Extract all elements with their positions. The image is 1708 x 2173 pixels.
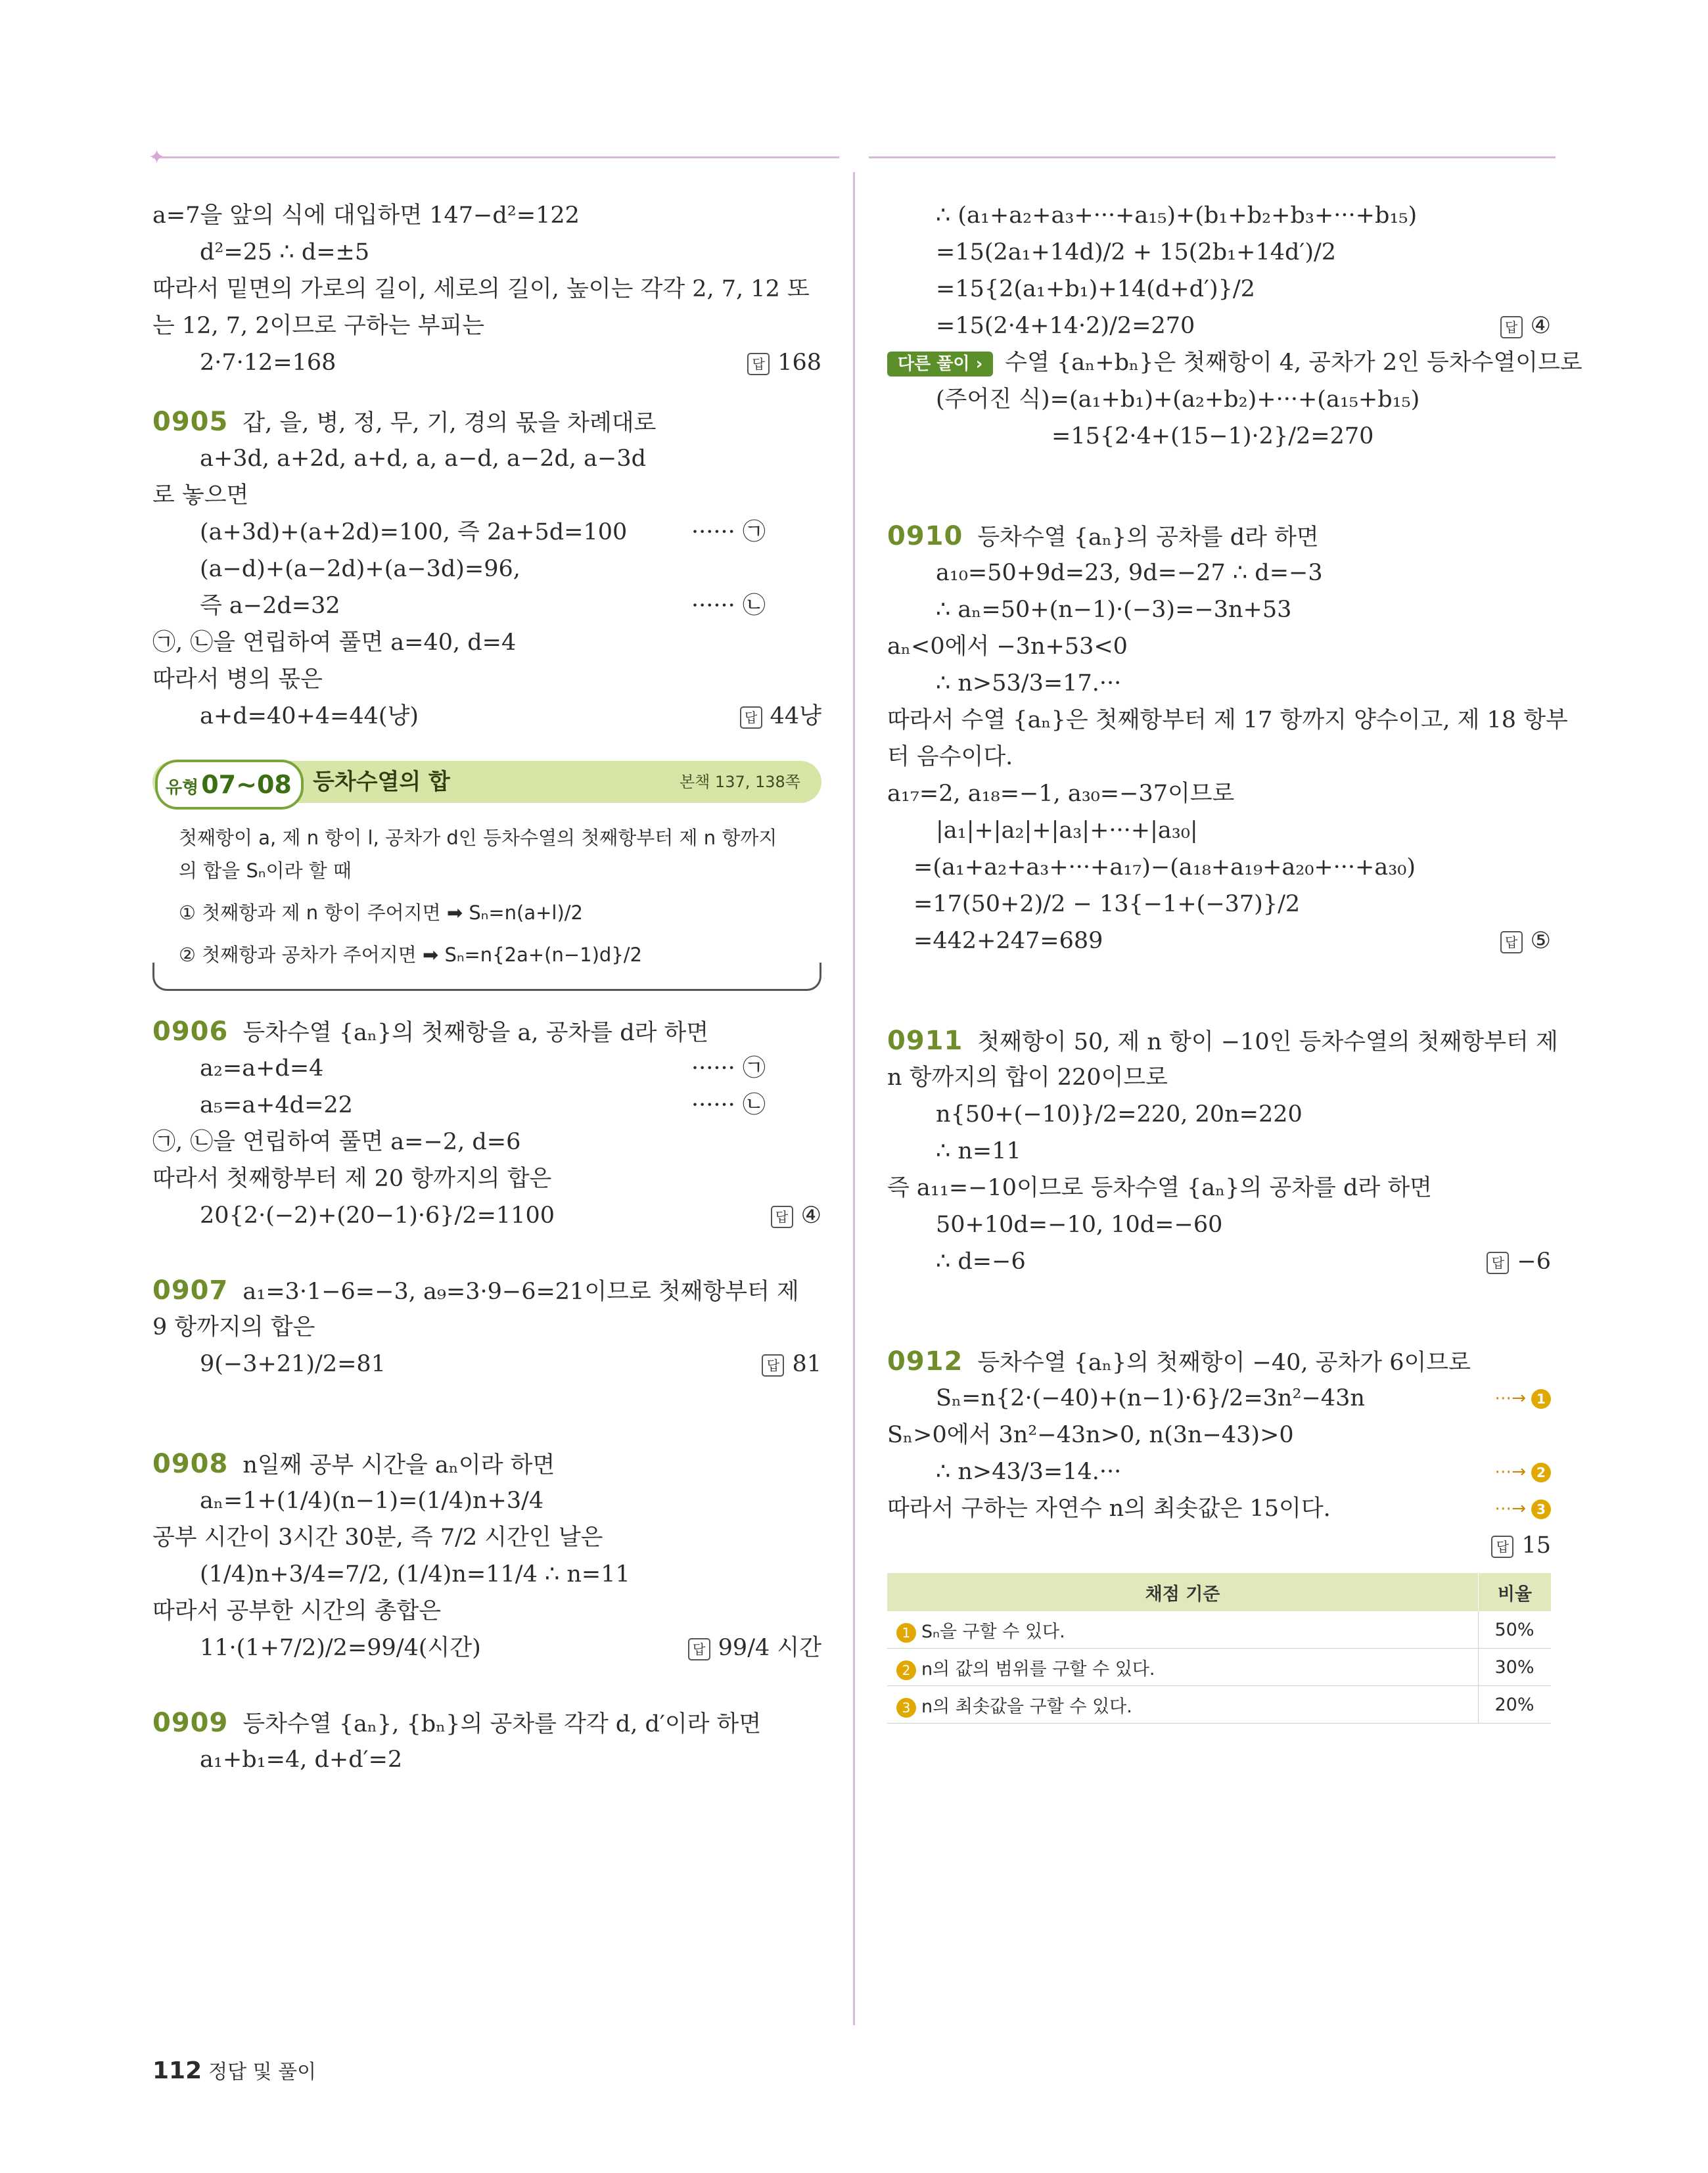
problem-0910: 0910 등차수열 {aₙ}의 공차를 d라 하면	[887, 521, 1319, 551]
summary-box-border	[152, 963, 821, 991]
column-divider	[853, 172, 855, 2025]
scoring-rubric-table	[887, 1573, 1551, 1724]
text-line: a+d=40+4=44(냥) 답 44냥	[152, 698, 821, 735]
text-line: =(a₁+a₂+a₃+···+a₁₇)−(a₁₈+a₁₉+a₂₀+···+a₃₀)	[913, 854, 1416, 881]
star-ornament: ✦	[149, 146, 166, 169]
text-line: 즉 a−2d=32 ······ ㉡	[152, 587, 821, 624]
text-line: (1/4)n+3/4=7/2, (1/4)n=11/4 ∴ n=11	[200, 1561, 630, 1588]
text-line: ∴ (a₁+a₂+a₃+···+a₁₅)+(b₁+b₂+b₃+···+b₁₅)	[936, 202, 1418, 229]
top-rule-left	[152, 156, 839, 158]
text-line: n 항까지의 합이 220이므로	[887, 1064, 1168, 1091]
table-row	[887, 1649, 1551, 1686]
problem-0905: 0905 갑, 을, 병, 정, 무, 기, 경의 몫을 차례대로	[152, 407, 657, 437]
text-line: ∴ n=11	[936, 1138, 1021, 1164]
alternative-badge: 다른 풀이 ›	[887, 352, 993, 377]
right-column	[887, 197, 1582, 1724]
problem-0909: 0909 등차수열 {aₙ}, {bₙ}의 공차를 각각 d, d′이라 하면	[152, 1708, 762, 1738]
equation-tag: ······ ㉠	[691, 1055, 766, 1082]
table-row	[887, 1611, 1551, 1649]
equation-tag: ······ ㉠	[691, 519, 766, 545]
answer-icon: 답	[1487, 1252, 1509, 1274]
table-cell: 2 n의 값의 범위를 구할 수 있다.	[887, 1649, 1479, 1686]
table-header: 비율	[1479, 1573, 1552, 1611]
text-line: a₂=a+d=4 ······ ㉠	[152, 1050, 821, 1087]
text-line: ㉠, ㉡을 연립하여 풀면 a=−2, d=6	[152, 1129, 521, 1155]
summary-box	[152, 807, 821, 991]
text-line: 따라서 공부한 시간의 총합은	[152, 1598, 442, 1624]
text-line: a₁+b₁=4, d+d′=2	[200, 1747, 403, 1773]
answer-icon: 답	[688, 1638, 710, 1660]
table-header: 채점 기준	[887, 1573, 1479, 1611]
answer-icon: 답	[1500, 931, 1523, 953]
text-line: 2·7·12=168 답 168	[152, 344, 821, 381]
text-line: a₁₀=50+9d=23, 9d=−27 ∴ d=−3	[936, 560, 1323, 586]
type-page-ref: 본책 137, 138쪽	[679, 773, 800, 791]
table-cell: 30%	[1479, 1649, 1552, 1686]
type-header	[152, 761, 821, 807]
text-line: 즉 a₁₁=−10이므로 등차수열 {aₙ}의 공차를 d라 하면	[887, 1175, 1432, 1201]
text-line: =15{2(a₁+b₁)+14(d+d′)}/2	[936, 276, 1255, 302]
scoring-step-marker: ⋯→ 2	[1494, 1453, 1551, 1490]
answer-line	[887, 1527, 1551, 1564]
text-line: (주어진 식)=(a₁+b₁)+(a₂+b₂)+···+(a₁₅+b₁₅)	[936, 386, 1420, 413]
summary-formula: ② 첫째항과 공차가 주어지면 ➡ Sₙ=n{2a+(n−1)d}/2	[179, 944, 642, 966]
alternative-solution: 다른 풀이 › 수열 {aₙ+bₙ}은 첫째항이 4, 공차가 2인 등차수열이므로	[887, 344, 1551, 381]
table-cell: 1 Sₙ을 구할 수 있다.	[887, 1611, 1479, 1649]
text-line: d²=25 ∴ d=±5	[200, 239, 370, 265]
text-line: |a₁|+|a₂|+|a₃|+···+|a₃₀|	[936, 817, 1198, 844]
page-number: 112	[152, 2057, 202, 2084]
text-line: (a+3d)+(a+2d)=100, 즉 2a+5d=100 ······ ㉠	[152, 514, 821, 551]
problem-0907: 0907 a₁=3·1−6=−3, a₉=3·9−6=21이므로 첫째항부터 제	[152, 1275, 799, 1306]
table-cell: 50%	[1479, 1611, 1552, 1649]
problem-0906: 0906 등차수열 {aₙ}의 첫째항을 a, 공차를 d라 하면	[152, 1017, 709, 1047]
answer-icon: 답	[1491, 1536, 1513, 1558]
answer: 답 15	[1491, 1527, 1551, 1564]
text-line: 9(−3+21)/2=81 답 81	[152, 1346, 821, 1383]
scoring-step-marker: ⋯→ 1	[1494, 1380, 1551, 1417]
problem-number: 0905	[152, 407, 229, 437]
problem-number: 0910	[887, 521, 963, 551]
text-line: a=7을 앞의 식에 대입하면 147−d²=122	[152, 202, 580, 229]
text-line: 따라서 첫째항부터 제 20 항까지의 합은	[152, 1166, 552, 1192]
answer: 답 ④	[771, 1197, 821, 1234]
answer-icon: 답	[1500, 316, 1523, 338]
type-badge: 유형 07~08	[155, 760, 304, 810]
problem-0911: 0911 첫째항이 50, 제 n 항이 −10인 등차수열의 첫째항부터 제	[887, 1026, 1558, 1056]
answer: 답 44냥	[740, 698, 821, 735]
table-cell: 3 n의 최솟값을 구할 수 있다.	[887, 1686, 1479, 1724]
text-line: =15{2·4+(15−1)·2}/2=270	[1051, 423, 1374, 449]
text-line: ∴ aₙ=50+(n−1)·(−3)=−3n+53	[936, 597, 1292, 623]
page-footer	[152, 2055, 316, 2084]
scoring-step-marker: ⋯→ 3	[1494, 1490, 1551, 1527]
answer: 답 ⑤	[1500, 923, 1551, 959]
type-title: 등차수열의 합	[313, 769, 450, 795]
table-cell: 20%	[1479, 1686, 1552, 1724]
answer-icon: 답	[771, 1206, 793, 1228]
text-line: ㉠, ㉡을 연립하여 풀면 a=40, d=4	[152, 629, 517, 656]
table-header-row	[887, 1573, 1551, 1611]
answer: 답 81	[762, 1346, 821, 1383]
problem-number: 0907	[152, 1275, 229, 1306]
top-rule-right	[869, 156, 1556, 158]
text-line: (a−d)+(a−2d)+(a−3d)=96,	[200, 556, 520, 582]
summary-line: 의 합을 Sₙ이라 할 때	[179, 859, 352, 882]
text-line: 11·(1+7/2)/2=99/4(시간) 답 99/4 시간	[152, 1630, 821, 1666]
text-line: 터 음수이다.	[887, 744, 1013, 770]
text-line: 로 놓으면	[152, 482, 249, 509]
problem-number: 0908	[152, 1449, 229, 1479]
text-line: =17(50+2)/2 − 13{−1+(−37)}/2	[913, 891, 1301, 917]
text-line: aₙ<0에서 −3n+53<0	[887, 633, 1128, 660]
answer: 답 −6	[1487, 1243, 1551, 1280]
problem-number: 0912	[887, 1346, 963, 1377]
text-line: 따라서 병의 몫은	[152, 666, 323, 693]
answer-icon: 답	[762, 1354, 784, 1377]
problem-number: 0906	[152, 1017, 229, 1047]
text-line: ∴ d=−6 답 −6	[887, 1243, 1551, 1280]
text-line: 따라서 밑면의 가로의 길이, 세로의 길이, 높이는 각각 2, 7, 12 또	[152, 276, 810, 302]
text-line: a₁₇=2, a₁₈=−1, a₃₀=−37이므로	[887, 781, 1235, 807]
text-line: a₅=a+4d=22 ······ ㉡	[152, 1087, 821, 1124]
text-line: aₙ=1+(1/4)(n−1)=(1/4)n+3/4	[200, 1488, 544, 1514]
text-line: n{50+(−10)}/2=220, 20n=220	[936, 1101, 1303, 1128]
footer-label: 정답 및 풀이	[208, 2061, 317, 2084]
text-line: 20{2·(−2)+(20−1)·6}/2=1100 답 ④	[152, 1197, 821, 1234]
equation-tag: ······ ㉡	[691, 1092, 766, 1118]
problem-number: 0909	[152, 1708, 229, 1738]
answer: 답 ④	[1500, 308, 1551, 344]
text-line: 9 항까지의 합은	[152, 1314, 315, 1340]
step-number-icon: 1	[896, 1623, 916, 1643]
text-line: Sₙ>0에서 3n²−43n>0, n(3n−43)>0	[887, 1422, 1294, 1448]
text-line: ∴ n>53/3=17.···	[936, 670, 1122, 697]
text-line: =15(2a₁+14d)/2 + 15(2b₁+14d′)/2	[936, 239, 1337, 265]
problem-number: 0911	[887, 1026, 963, 1056]
table-row	[887, 1686, 1551, 1724]
text-line: =442+247=689 답 ⑤	[887, 923, 1551, 959]
text-line: 공부 시간이 3시간 30분, 즉 7/2 시간인 날은	[152, 1524, 603, 1551]
summary-line: 첫째항이 a, 제 n 항이 l, 공차가 d인 등차수열의 첫째항부터 제 n 항까지	[179, 827, 777, 849]
step-number-icon: 2	[896, 1660, 916, 1680]
text-line: ∴ n>43/3=14.··· ⋯→ 2	[887, 1453, 1551, 1490]
text-line: 50+10d=−10, 10d=−60	[936, 1212, 1223, 1238]
text-line: a+3d, a+2d, a+d, a, a−d, a−2d, a−3d	[200, 446, 647, 472]
text-line: 따라서 구하는 자연수 n의 최솟값은 15이다. ⋯→ 3	[887, 1490, 1551, 1527]
answer: 답 99/4 시간	[688, 1630, 821, 1666]
summary-formula: ① 첫째항과 제 n 항이 주어지면 ➡ Sₙ=n(a+l)/2	[179, 902, 583, 924]
left-column	[152, 197, 821, 1778]
answer-icon: 답	[747, 353, 770, 375]
equation-tag: ······ ㉡	[691, 593, 766, 619]
problem-0912: 0912 등차수열 {aₙ}의 첫째항이 −40, 공차가 6이므로	[887, 1346, 1471, 1377]
answer-icon: 답	[740, 706, 762, 729]
text-line: 는 12, 7, 2이므로 구하는 부피는	[152, 313, 485, 339]
answer: 답 168	[747, 344, 821, 381]
step-number-icon: 3	[896, 1698, 916, 1718]
problem-0908: 0908 n일째 공부 시간을 aₙ이라 하면	[152, 1449, 555, 1479]
text-line: =15(2·4+14·2)/2=270 답 ④	[887, 308, 1551, 344]
text-line: Sₙ=n{2·(−40)+(n−1)·6}/2=3n²−43n ⋯→ 1	[887, 1380, 1551, 1417]
text-line: 따라서 수열 {aₙ}은 첫째항부터 제 17 항까지 양수이고, 제 18 항부	[887, 707, 1568, 733]
